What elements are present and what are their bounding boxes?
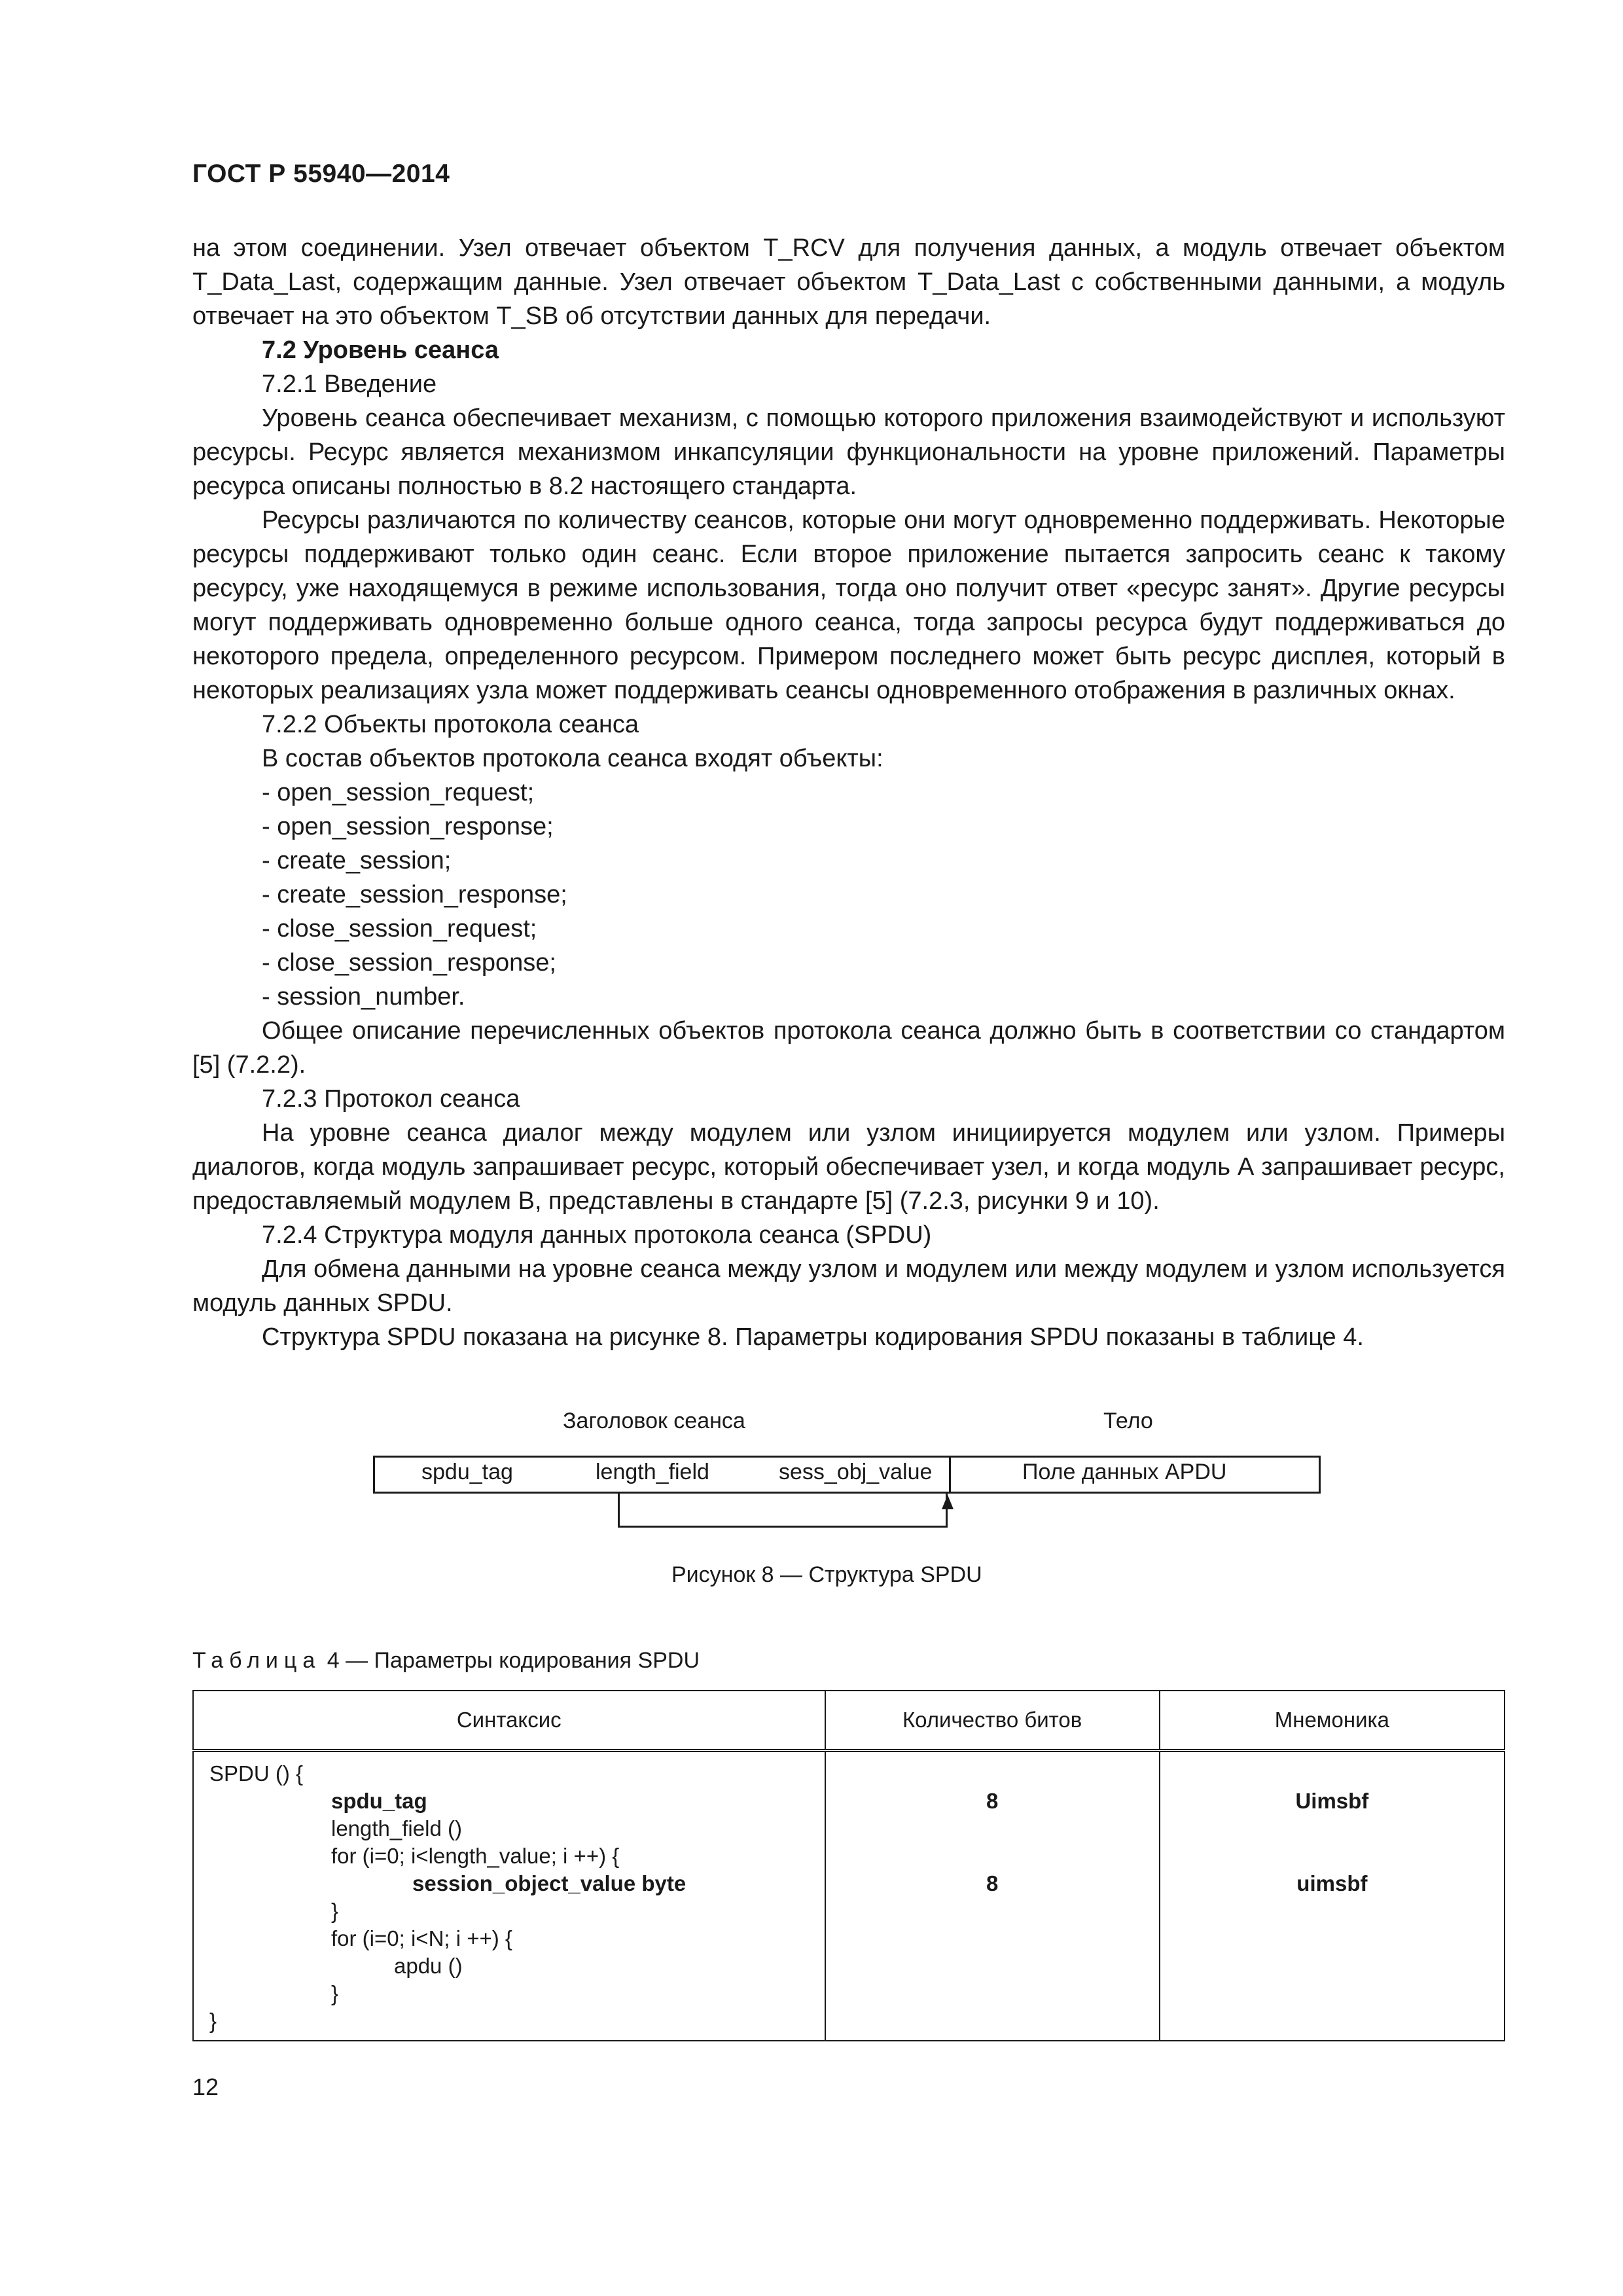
code-line: session_object_value byte (412, 1871, 687, 1895)
length-bracket (618, 1494, 948, 1528)
spdu-cell-length: length_field (596, 1460, 709, 1484)
table-caption (192, 1648, 700, 1674)
code-line: for (i=0; i<length_value; i ++) { (331, 1844, 620, 1868)
code-line: for (i=0; i<N; i ++) { (331, 1926, 512, 1950)
figure-label-body: Тело (1103, 1408, 1153, 1433)
table-caption-prefix: Таблица (192, 1648, 321, 1673)
subsection-heading-7-2-2: 7.2.2 Объекты протокола сеанса (262, 711, 639, 738)
bits-value: 8 (986, 1789, 999, 1813)
figure-label-header: Заголовок сеанса (563, 1408, 745, 1433)
code-line: } (331, 1899, 339, 1923)
paragraph-intro-1: Уровень сеанса обеспечивает механизм, с помощью которого приложения взаимодействуют и используют ресурсы. Ресурс является механизмом инкапсуляции функциональности на уровне приложений. Параметры ресурса описаны полностью в 8.2 настоящего стандарта. (192, 404, 1505, 500)
spdu-cell-apdu: Поле данных APDU (1022, 1460, 1227, 1484)
spdu-parameters-table (192, 1690, 1505, 2041)
code-line: } (331, 1981, 339, 2005)
section-heading-7-2: 7.2 Уровень сеанса (262, 336, 499, 364)
list-item: - create_session; (262, 847, 452, 874)
subsection-heading-7-2-4: 7.2.4 Структура модуля данных протокола сеанса (SPDU) (262, 1221, 932, 1249)
paragraph-spdu-1: Для обмена данными на уровне сеанса между узлом и модулем или между модулем и узлом используется модуль данных SPDU. (192, 1255, 1505, 1317)
mnemonic-value: uimsbf (1296, 1871, 1368, 1895)
list-item: - open_session_response; (262, 813, 554, 840)
list-item: - session_number. (262, 983, 465, 1011)
paragraph-objects-desc: Общее описание перечисленных объектов протокола сеанса должно быть в соответствии со стандартом [5] (7.2.2). (192, 1017, 1505, 1079)
code-line: SPDU () { (209, 1761, 304, 1785)
mnemonic-value: Uimsbf (1295, 1789, 1369, 1813)
spdu-cell-tag: spdu_tag (421, 1460, 513, 1484)
bits-value: 8 (986, 1871, 999, 1895)
list-item: - create_session_response; (262, 881, 567, 908)
subsection-heading-7-2-3: 7.2.3 Протокол сеанса (262, 1085, 520, 1113)
table-caption-title: 4 — Параметры кодирования SPDU (321, 1648, 700, 1673)
syntax-cell (193, 1751, 825, 2041)
arrow-up-icon (942, 1495, 954, 1509)
figure-caption: Рисунок 8 — Структура SPDU (671, 1562, 982, 1587)
code-line: spdu_tag (331, 1789, 427, 1813)
body-text (192, 231, 1505, 1354)
paragraph-continuation: на этом соединении. Узел отвечает объектом T_RCV для получения данных, а модуль отвечает объектом T_Data_Last, содержащим данные. Узел отвечает объектом T_Data_Last с собственными данными, а модуль отвечает на это объектом T_SB об отсутствии данных для передачи. (192, 234, 1505, 330)
table-row (193, 1751, 1505, 2041)
paragraph-protocol: На уровне сеанса диалог между модулем или узлом инициируется модулем или узлом. Примеры диалогов, когда модуль запрашивает ресурс, который обеспечивает узел, и когда модуль А запрашивает ресурс, предоставляемый модулем В, представлены в стандарте [5] (7.2.3, рисунки 9 и 10). (192, 1119, 1505, 1215)
column-header-syntax: Синтаксис (193, 1691, 825, 1751)
spdu-cell-sess-obj: sess_obj_value (779, 1460, 933, 1484)
code-line: } (209, 2009, 217, 2033)
mnemonic-cell (1160, 1751, 1505, 2041)
list-item: - open_session_request; (262, 779, 535, 806)
column-header-bits: Количество битов (825, 1691, 1160, 1751)
bits-cell (825, 1751, 1160, 2041)
code-line: length_field () (331, 1816, 462, 1840)
list-item: - close_session_request; (262, 915, 537, 942)
spdu-divider (949, 1456, 951, 1494)
paragraph-objects-lead: В состав объектов протокола сеанса входят объекты: (262, 745, 883, 772)
column-header-mnemonic: Мнемоника (1160, 1691, 1505, 1751)
spdu-frame (373, 1456, 1321, 1494)
list-item: - close_session_response; (262, 949, 556, 977)
paragraph-spdu-2: Структура SPDU показана на рисунке 8. Параметры кодирования SPDU показаны в таблице 4. (262, 1323, 1364, 1351)
paragraph-intro-2: Ресурсы различаются по количеству сеансов, которые они могут одновременно поддерживать. Некоторые ресурсы поддерживают только один сеанс. Если второе приложение пытается запросить сеанс к такому ресурсу, уже находящемуся в режиме использования, тогда оно получит ответ «ресурс занят». Другие ресурсы могут поддерживать одновременно больше одного сеанса, тогда запросы ресурса будут поддерживаться до некоторого предела, определенного ресурсом. Примером последнего может быть ресурс дисплея, который в некоторых реализациях узла может поддерживать сеансы одновременного отображения в различных окнах. (192, 507, 1505, 704)
document-header: ГОСТ Р 55940—2014 (192, 160, 450, 188)
subsection-heading-7-2-1: 7.2.1 Введение (262, 370, 437, 398)
page-number: 12 (192, 2073, 219, 2100)
code-line: apdu () (394, 1954, 463, 1978)
